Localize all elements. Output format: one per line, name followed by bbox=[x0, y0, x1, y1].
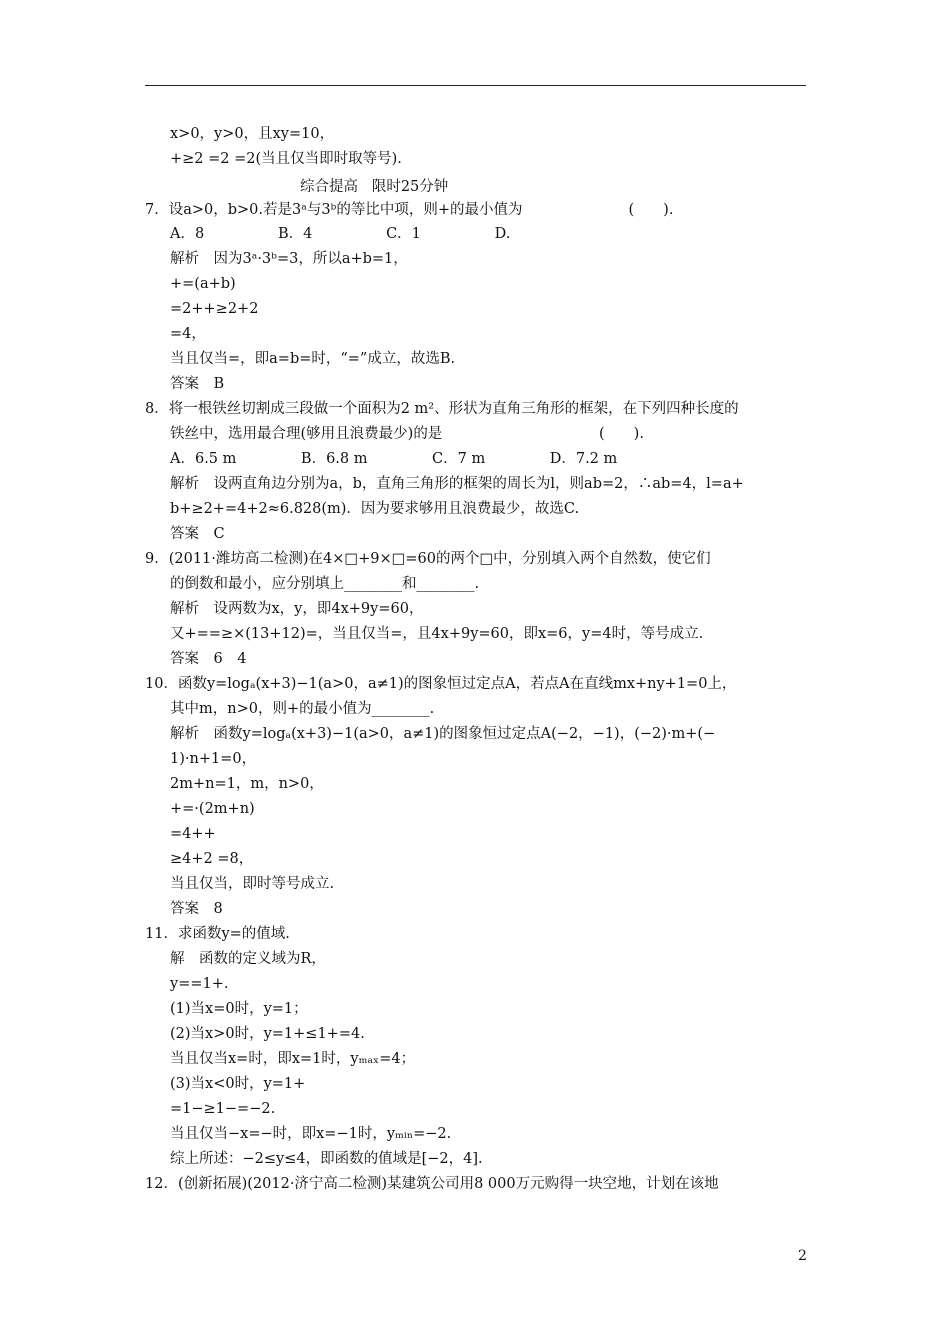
problem-12-stem: 12．(创新拓展)(2012·济宁高二检测)某建筑公司用8 000万元购得一块空地，计划在该地 bbox=[145, 1176, 719, 1192]
problem-11-stem: 11．求函数y=的值域. bbox=[145, 926, 290, 942]
text-line: (2)当x>0时，y=1+≤1+=4. bbox=[170, 1026, 365, 1042]
text-line: +=·(2m+n) bbox=[170, 801, 255, 817]
answer-line: 答案 C bbox=[170, 526, 225, 542]
text-line: 解析 因为3ᵃ·3ᵇ=3，所以a+b=1， bbox=[170, 251, 408, 267]
text-line: +=(a+b) bbox=[170, 276, 236, 292]
text-line: (3)当x<0时，y=1+ bbox=[170, 1076, 306, 1092]
text-line: 的倒数和最小，应分别填上________和________. bbox=[170, 576, 480, 592]
text-line: 又+==≥×(13+12)=，当且仅当=，且4x+9y=60，即x=6，y=4时，等号成立. bbox=[170, 626, 704, 642]
text-line: =2++≥2+2 bbox=[170, 301, 259, 317]
answer-line: 答案 8 bbox=[170, 901, 223, 917]
text-line: 解析 设两数为x，y，即4x+9y=60， bbox=[170, 601, 424, 617]
text-line: =1−≥1−=−2. bbox=[170, 1101, 276, 1117]
section-title: 综合提高 限时25分钟 bbox=[300, 179, 449, 195]
text-line: 2m+n=1，m，n>0， bbox=[170, 776, 324, 792]
text-line: 解析 设两直角边分别为a，b，直角三角形的框架的周长为l，则ab=2，∴ab=4，l=a+ bbox=[170, 476, 744, 492]
text-line: b+≥2+=4+2≈6.828(m)．因为要求够用且浪费最少，故选C. bbox=[170, 501, 580, 517]
text-line: 1)·n+1=0， bbox=[170, 751, 257, 767]
text-line: 当且仅当=，即a=b=时，“=”成立，故选B. bbox=[170, 351, 456, 367]
text-line: (1)当x=0时，y=1； bbox=[170, 1001, 308, 1017]
answer-line: 答案 6 4 bbox=[170, 651, 247, 667]
text-line: +≥2 =2 =2(当且仅当即时取等号). bbox=[170, 151, 402, 167]
text-line: 当且仅当，即时等号成立. bbox=[170, 876, 335, 892]
problem-8-stem: 8．将一根铁丝切割成三段做一个面积为2 m²、形状为直角三角形的框架，在下列四种长度的 bbox=[145, 401, 739, 417]
answer-line: 答案 B bbox=[170, 376, 225, 392]
problem-8-options: A．6.5 m B．6.8 m C．7 m D．7.2 m bbox=[170, 451, 618, 467]
problem-7-options: A．8 B．4 C．1 D. bbox=[170, 226, 511, 242]
text-line: ≥4+2 =8， bbox=[170, 851, 254, 867]
text-line: 当且仅当x=时，即x=1时，yₘₐₓ=4； bbox=[170, 1051, 416, 1067]
problem-9-stem: 9．(2011·潍坊高二检测)在4×□+9×□=60的两个□中，分别填入两个自然数，使它们 bbox=[145, 551, 711, 567]
page-number: 2 bbox=[798, 1248, 807, 1264]
text-line: 综上所述：−2≤y≤4，即函数的值域是[−2，4]. bbox=[170, 1151, 483, 1167]
text-line: 解析 函数y=logₐ(x+3)−1(a>0，a≠1)的图象恒过定点A(−2，−1)，(−2)·m+(− bbox=[170, 726, 716, 742]
text-line: 解 函数的定义域为R， bbox=[170, 951, 326, 967]
problem-10-stem: 10．函数y=logₐ(x+3)−1(a>0，a≠1)的图象恒过定点A，若点A在直线mx+ny+1=0上， bbox=[145, 676, 737, 692]
text-line: 其中m，n>0，则+的最小值为________. bbox=[170, 701, 435, 717]
problem-7-stem: 7．设a>0，b>0.若是3ᵃ与3ᵇ的等比中项，则+的最小值为 ( ). bbox=[145, 202, 674, 218]
header-rule bbox=[145, 85, 806, 86]
text-line: x>0，y>0，且xy=10， bbox=[170, 126, 335, 142]
text-line: =4， bbox=[170, 326, 206, 342]
text-line: y==1+. bbox=[170, 976, 229, 992]
text-line: 当且仅当−x=−时，即x=−1时，yₘᵢₙ=−2. bbox=[170, 1126, 452, 1142]
text-line: 铁丝中，选用最合理(够用且浪费最少)的是 ( ). bbox=[170, 426, 644, 442]
text-line: =4++ bbox=[170, 826, 216, 842]
